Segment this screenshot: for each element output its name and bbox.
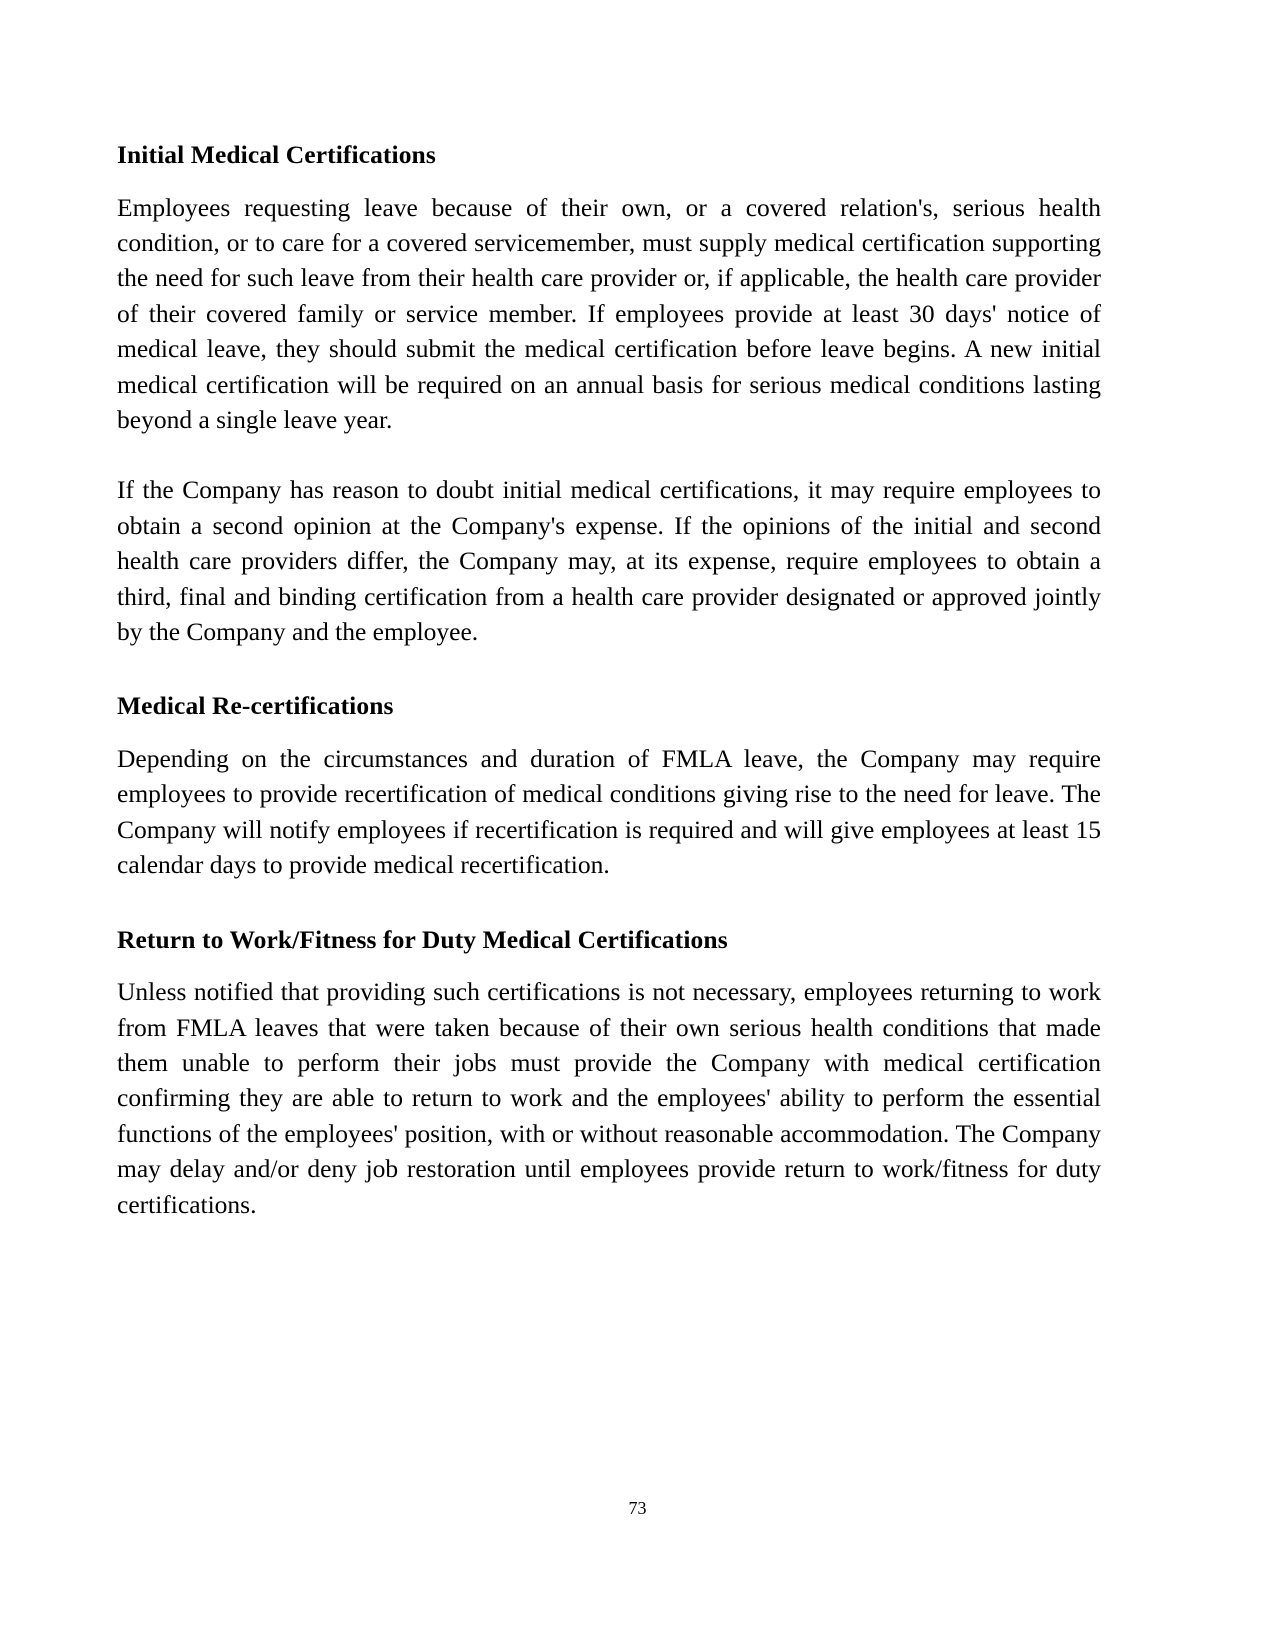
section-heading-initial-medical-certifications: Initial Medical Certifications	[117, 140, 436, 169]
paragraph-initial-certifications-2: If the Company has reason to doubt initial medical certifications, it may require employees to obtain a second opinion at the Company's expense. If the opinions of the initial and second health care providers differ, the Company may, at its expense, require employees to obtain a third, final and binding certification from a health care provider designated or approved jointly by the Company and the employee.	[117, 475, 1101, 647]
section-heading-return-to-work: Return to Work/Fitness for Duty Medical Certifications	[117, 924, 728, 954]
document-body	[117, 140, 1101, 1222]
page-number: 73	[628, 1498, 647, 1518]
paragraph-return-to-work-1: Unless notified that providing such certifications is not necessary, employees returning to work from FMLA leaves that were taken because of their own serious health conditions that made them unable to perform their jobs must provide the Company with medical certification confirming they are able to return to work and the employees' ability to perform the essential functions of the employees' position, with or without reasonable accommodation. The Company may delay and/or deny job restoration until employees provide return to work/fitness for duty certifications.	[117, 977, 1101, 1219]
section-spacer	[117, 883, 1101, 925]
section-spacer	[117, 649, 1101, 691]
paragraph-spacer	[117, 437, 1101, 472]
paragraph-initial-certifications-1: Employees requesting leave because of their own, or a covered relation's, serious health condition, or to care for a covered servicemember, must supply medical certification supporting the need for such leave from their health care provider or, if applicable, the health care provider of their covered family or service member. If employees provide at least 30 days' notice of medical leave, they should submit the medical certification before leave begins. A new initial medical certification will be required on an annual basis for serious medical conditions lasting beyond a single leave year.	[117, 192, 1101, 435]
paragraph-re-certifications-1: Depending on the circumstances and duration of FMLA leave, the Company may require employees to provide recertification of medical conditions giving rise to the need for leave. The Company will notify employees if recertification is required and will give employees at least 15 calendar days to provide medical recertification.	[117, 744, 1101, 880]
section-heading-medical-re-certifications: Medical Re-certifications	[117, 691, 394, 721]
